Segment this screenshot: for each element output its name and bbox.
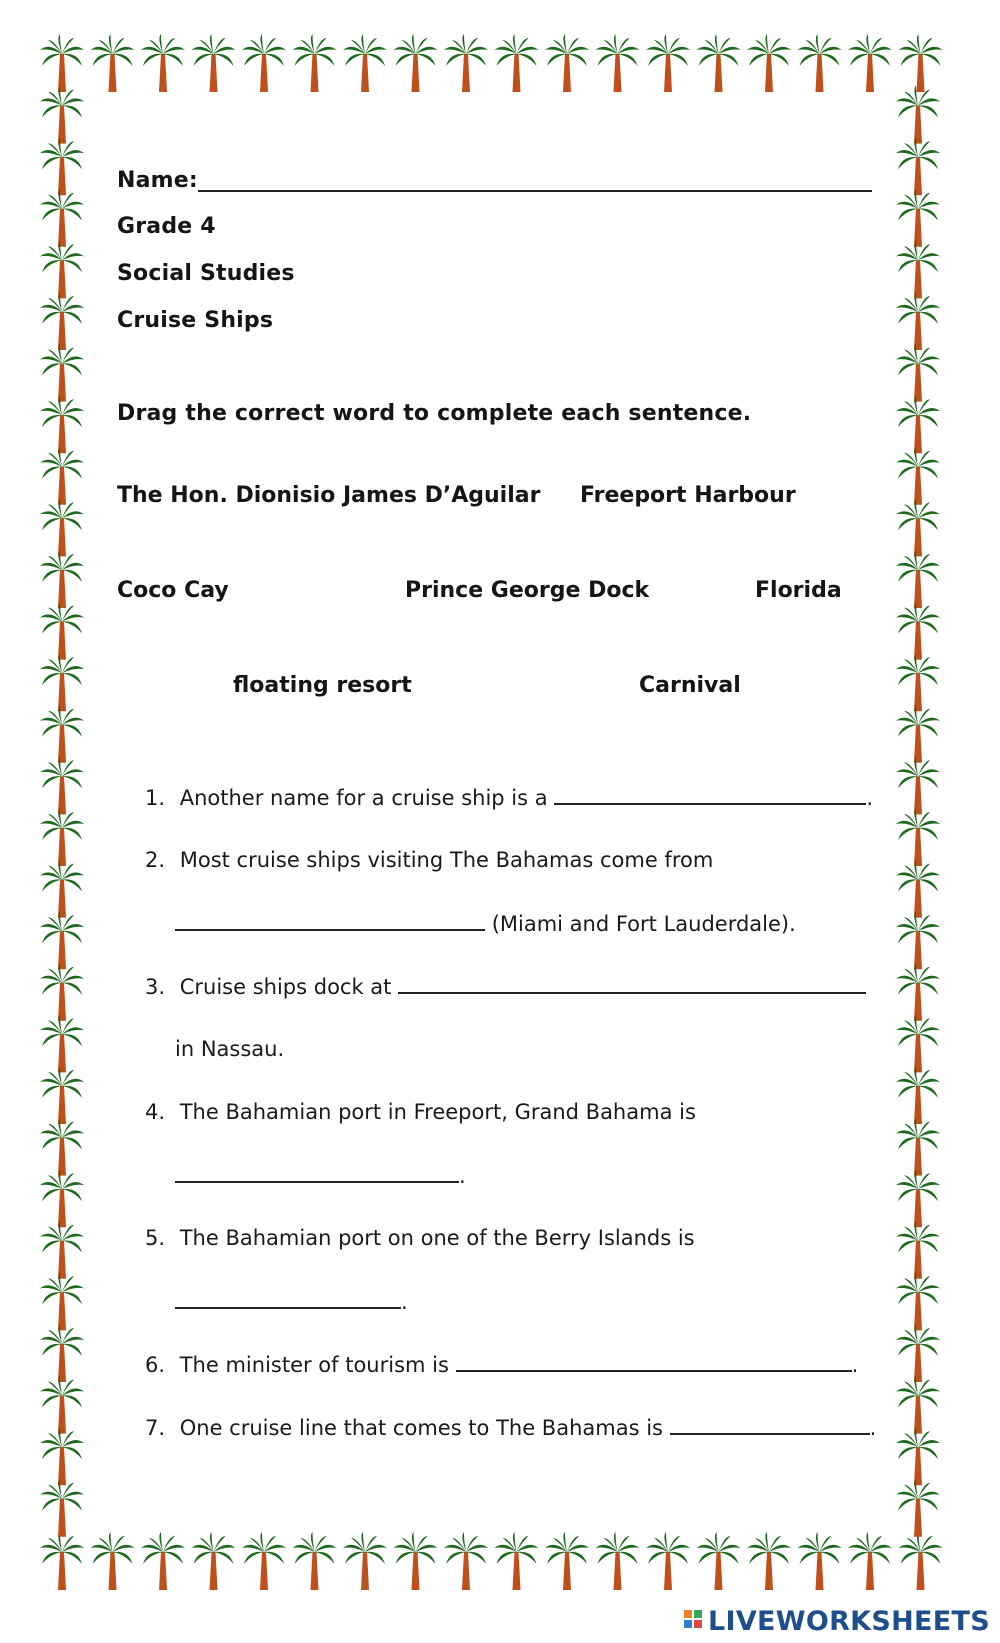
palm-tree-icon: [896, 1272, 940, 1330]
palm-tree-icon: [40, 653, 84, 711]
palm-tree-icon: [896, 653, 940, 711]
question-7: [145, 1415, 876, 1440]
palm-tree-icon: [40, 911, 84, 969]
palm-tree-icon: [40, 860, 84, 918]
question-text: The Bahamian port on one of the Berry Islands is: [179, 1226, 695, 1250]
palm-tree-icon: [40, 1376, 84, 1434]
palm-tree-icon: [646, 1532, 690, 1590]
palm-tree-icon: [40, 395, 84, 453]
palm-tree-icon: [896, 1479, 940, 1537]
palm-tree-icon: [747, 1532, 791, 1590]
palm-tree-icon: [896, 189, 940, 247]
question-text: Another name for a cruise ship is a: [179, 786, 548, 810]
palm-tree-icon: [896, 550, 940, 608]
palm-tree-icon: [896, 292, 940, 350]
palm-tree-icon: [896, 447, 940, 505]
palm-tree-icon: [394, 1532, 438, 1590]
palm-tree-icon: [896, 860, 940, 918]
word-option[interactable]: Freeport Harbour: [580, 483, 796, 508]
answer-blank[interactable]: [456, 1352, 852, 1372]
liveworksheets-logo-icon: [683, 1608, 705, 1634]
name-label: Name:: [117, 168, 198, 193]
palm-tree-icon: [40, 447, 84, 505]
answer-blank[interactable]: [175, 911, 485, 931]
palm-tree-icon: [798, 1532, 842, 1590]
question-text: The Bahamian port in Freeport, Grand Bahama is: [179, 1100, 696, 1124]
palm-tree-icon: [141, 34, 185, 92]
palm-tree-icon: [896, 911, 940, 969]
question-text: .: [401, 1290, 408, 1314]
palm-tree-icon: [896, 705, 940, 763]
palm-tree-icon: [646, 34, 690, 92]
palm-tree-icon: [293, 34, 337, 92]
answer-blank[interactable]: [175, 1163, 459, 1183]
palm-tree-icon: [697, 1532, 741, 1590]
palm-tree-icon: [896, 1118, 940, 1176]
answer-blank[interactable]: [398, 974, 866, 994]
palm-tree-icon: [40, 808, 84, 866]
question-text: Cruise ships dock at: [179, 975, 392, 999]
question-text: .: [869, 1416, 877, 1440]
word-option[interactable]: floating resort: [233, 673, 412, 698]
palm-tree-icon: [40, 963, 84, 1021]
question-text: (Miami and Fort Lauderdale).: [491, 912, 796, 936]
question-5: [145, 1226, 695, 1250]
word-option[interactable]: Florida: [755, 578, 842, 603]
palm-tree-icon: [40, 1427, 84, 1485]
palm-tree-icon: [40, 1118, 84, 1176]
question-number: 1.: [145, 786, 166, 810]
palm-tree-icon: [242, 1532, 286, 1590]
question-2: [145, 848, 713, 872]
palm-tree-icon: [798, 34, 842, 92]
palm-tree-icon: [40, 344, 84, 402]
palm-tree-icon: [394, 34, 438, 92]
palm-tree-icon: [40, 292, 84, 350]
word-option[interactable]: Carnival: [639, 673, 741, 698]
palm-tree-icon: [896, 1169, 940, 1227]
question-number: 7.: [145, 1416, 166, 1440]
question-text: .: [866, 786, 873, 810]
name-input-line[interactable]: [198, 190, 872, 192]
palm-tree-icon: [896, 1221, 940, 1279]
question-text: The minister of tourism is: [179, 1353, 449, 1377]
question-3: [145, 974, 866, 999]
palm-tree-icon: [848, 34, 892, 92]
palm-tree-icon: [896, 498, 940, 556]
palm-tree-icon: [40, 189, 84, 247]
palm-tree-icon: [747, 34, 791, 92]
palm-tree-icon: [495, 34, 539, 92]
palm-tree-icon: [899, 1532, 943, 1590]
palm-tree-icon: [40, 1324, 84, 1382]
palm-tree-icon: [141, 1532, 185, 1590]
logo-text: LIVEWORKSHEETS: [707, 1605, 990, 1637]
palm-tree-icon: [596, 34, 640, 92]
palm-tree-icon: [40, 1221, 84, 1279]
word-option[interactable]: Prince George Dock: [405, 578, 650, 603]
question-number: 4.: [145, 1100, 166, 1124]
palm-tree-icon: [896, 808, 940, 866]
palm-tree-icon: [896, 395, 940, 453]
question-number: 2.: [145, 848, 166, 872]
answer-blank[interactable]: [554, 785, 866, 805]
question-text: .: [851, 1353, 859, 1377]
palm-tree-icon: [40, 1272, 84, 1330]
palm-tree-icon: [896, 240, 940, 298]
question-4: [145, 1100, 696, 1124]
question-6: [145, 1352, 858, 1377]
palm-tree-icon: [896, 1324, 940, 1382]
question-text: One cruise line that comes to The Bahamas is: [179, 1416, 663, 1440]
palm-tree-icon: [896, 963, 940, 1021]
subject-label: Social Studies: [117, 261, 295, 286]
word-option[interactable]: Coco Cay: [117, 578, 229, 603]
question-text: .: [459, 1164, 466, 1188]
palm-tree-icon: [40, 705, 84, 763]
palm-tree-icon: [40, 137, 84, 195]
palm-tree-icon: [40, 498, 84, 556]
palm-tree-icon: [896, 137, 940, 195]
palm-tree-icon: [91, 1532, 135, 1590]
palm-tree-icon: [495, 1532, 539, 1590]
palm-tree-icon: [444, 1532, 488, 1590]
liveworksheets-logo: [683, 1604, 990, 1638]
palm-tree-icon: [40, 1169, 84, 1227]
palm-tree-icon: [40, 1066, 84, 1124]
answer-blank[interactable]: [670, 1415, 870, 1435]
palm-tree-icon: [545, 1532, 589, 1590]
palm-tree-icon: [848, 1532, 892, 1590]
palm-tree-icon: [40, 86, 84, 144]
palm-tree-icon: [40, 34, 84, 92]
palm-tree-icon: [545, 34, 589, 92]
palm-tree-icon: [896, 602, 940, 660]
palm-tree-icon: [896, 1427, 940, 1485]
palm-tree-icon: [343, 34, 387, 92]
palm-tree-icon: [192, 34, 236, 92]
question-4-line-2: [175, 1163, 466, 1188]
palm-tree-icon: [697, 34, 741, 92]
question-2-line-2: [175, 911, 796, 936]
palm-tree-icon: [896, 344, 940, 402]
palm-tree-icon: [343, 1532, 387, 1590]
palm-tree-icon: [40, 602, 84, 660]
palm-tree-icon: [40, 756, 84, 814]
grade-label: Grade 4: [117, 214, 216, 239]
palm-tree-icon: [293, 1532, 337, 1590]
palm-tree-icon: [40, 240, 84, 298]
question-5-line-2: [175, 1289, 408, 1314]
palm-tree-icon: [40, 1479, 84, 1537]
question-3-line-2: [175, 1037, 284, 1061]
palm-tree-icon: [896, 1014, 940, 1072]
topic-label: Cruise Ships: [117, 308, 274, 333]
instruction-text: Drag the correct word to complete each sentence.: [117, 401, 752, 426]
palm-tree-icon: [40, 1532, 84, 1590]
palm-tree-icon: [242, 34, 286, 92]
palm-tree-icon: [444, 34, 488, 92]
answer-blank[interactable]: [175, 1289, 401, 1309]
palm-tree-icon: [896, 86, 940, 144]
palm-tree-icon: [40, 550, 84, 608]
palm-tree-icon: [896, 1376, 940, 1434]
question-text: Most cruise ships visiting The Bahamas come from: [179, 848, 714, 872]
palm-tree-icon: [40, 1014, 84, 1072]
question-text: in Nassau.: [175, 1037, 285, 1061]
palm-tree-icon: [896, 756, 940, 814]
palm-tree-icon: [192, 1532, 236, 1590]
palm-tree-icon: [596, 1532, 640, 1590]
palm-tree-icon: [91, 34, 135, 92]
question-number: 6.: [145, 1353, 166, 1377]
question-1: [145, 785, 873, 810]
word-option[interactable]: The Hon. Dionisio James D’Aguilar: [117, 483, 541, 508]
question-number: 5.: [145, 1226, 166, 1250]
palm-tree-icon: [896, 1066, 940, 1124]
palm-tree-icon: [899, 34, 943, 92]
question-number: 3.: [145, 975, 166, 999]
